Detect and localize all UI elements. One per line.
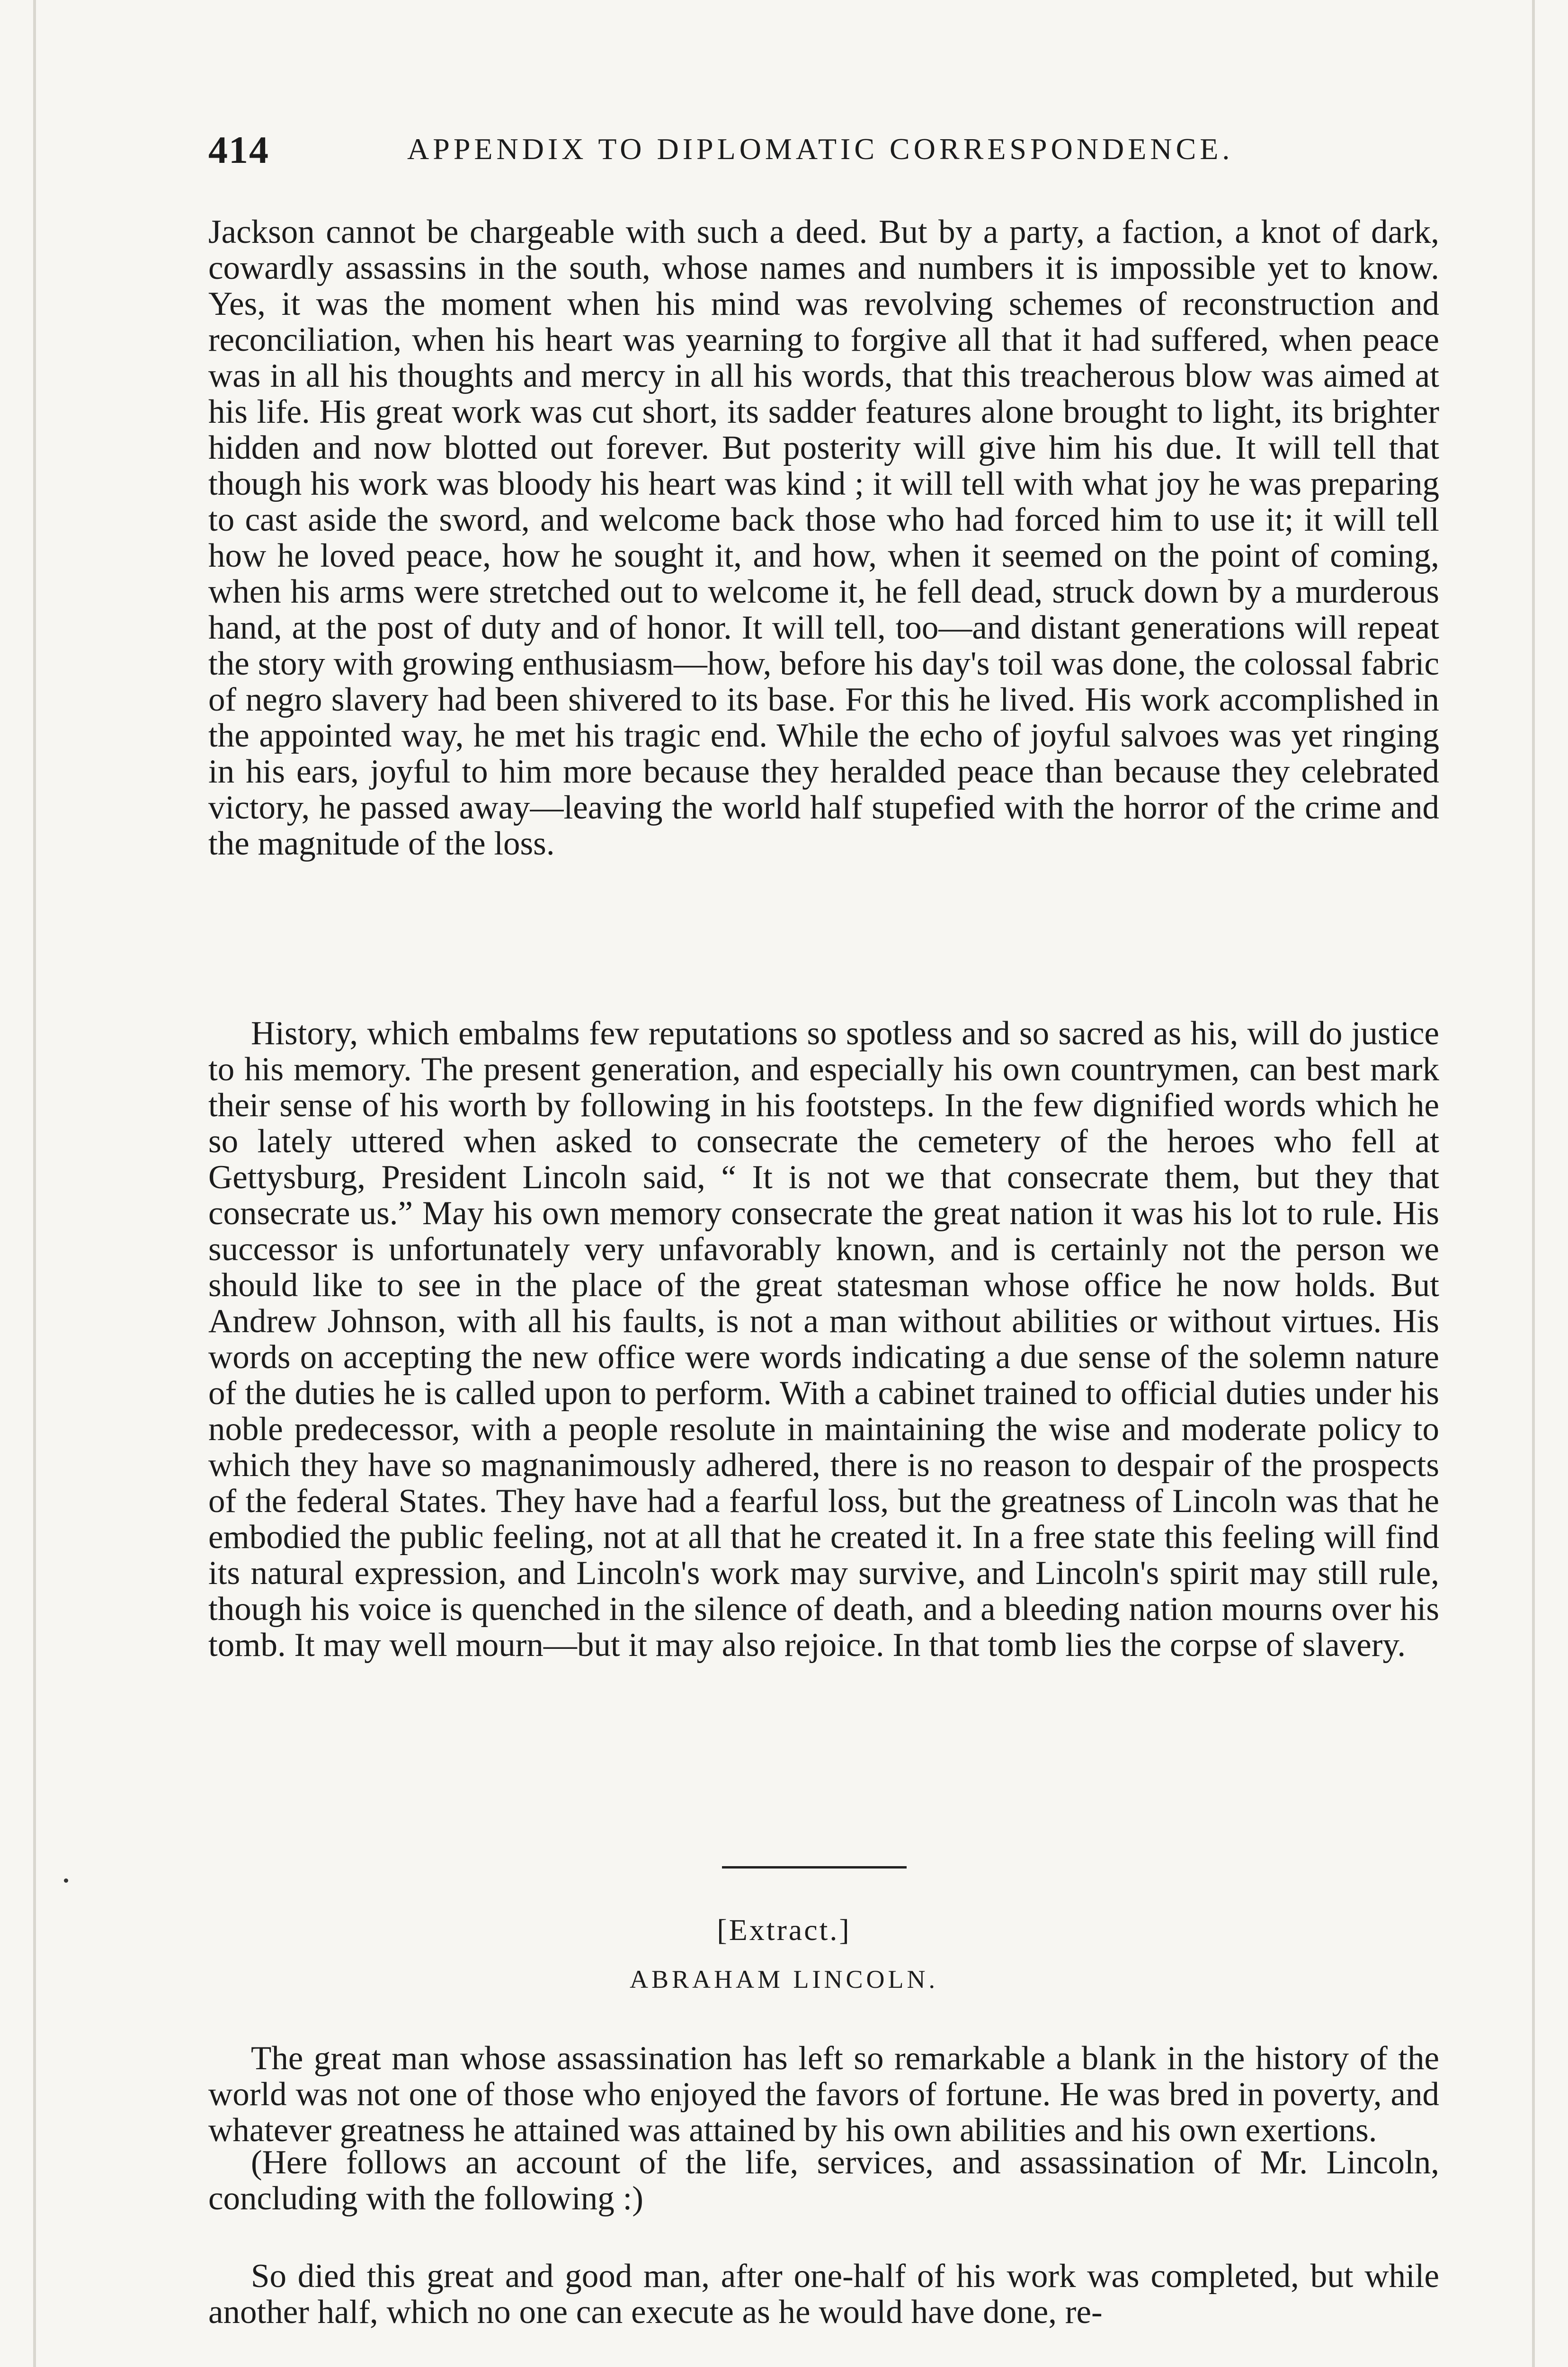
running-head: APPENDIX TO DIPLOMATIC CORRESPONDENCE. bbox=[407, 132, 1234, 166]
body-paragraph-2 bbox=[208, 1015, 1439, 1663]
paragraph-text: (Here follows an account of the life, services, and assassination of Mr. Lincoln, concluding with the following :) bbox=[208, 2144, 1439, 2217]
left-page-border bbox=[33, 0, 36, 2367]
body-paragraph-3 bbox=[208, 2040, 1439, 2148]
body-paragraph-4 bbox=[208, 2145, 1439, 2216]
page-header bbox=[208, 128, 1449, 170]
paragraph-text: The great man whose assassination has left so remarkable a blank in the history of the world was not one of those who enjoyed the favors of fortune. He was bred in poverty, and whatever greatness he attained was attained by his own abilities and his own exertions. bbox=[208, 2040, 1439, 2149]
scan-speck bbox=[64, 1878, 68, 1883]
paragraph-text: So died this great and good man, after one-half of his work was completed, but while another half, which no one can execute as he would have done, re- bbox=[208, 2258, 1439, 2331]
paragraph-text: Jackson cannot be chargeable with such a deed. But by a party, a faction, a knot of dark, cowardly assassins in the south, whose names and numbers it is impossible yet to know. Yes, it was the moment when his mind was revolving schemes of reconstruction and reconciliation, when his heart was yearning to forgive all that it had suffered, when peace was in all his thoughts and mercy in all his words, that this treacherous blow was aimed at his life. His great work was cut short, its sadder features alone brought to light, its brighter hidden and now blotted out forever. But posterity will give him his due. It will tell that though his work was bloody his heart was kind ; it will tell with what joy he was preparing to cast aside the sword, and welcome back those who had forced him to use it; it will tell how he loved peace, how he sought it, and how, when it seemed on the point of coming, when his arms were stretched out to welcome it, he fell dead, struck down by a murderous hand, at the post of duty and of honor. It will tell, too—and distant generations will repeat the story with growing enthusiasm—how, before his day's toil was done, the colossal fabric of negro slavery had been shivered to its base. For this he lived. His work accomplished in the appointed way, he met his tragic end. While the echo of joyful salvoes was yet ringing in his ears, joyful to him more because they heralded peace than because they celebrated victory, he passed away—leaving the world half stupefied with the horror of the crime and the magnitude of the loss. bbox=[208, 214, 1439, 862]
paragraph-text: History, which embalms few reputations so spotless and so sacred as his, will do justice to his memory. The present generation, and especially his own countrymen, can best mark their sense of his worth by following in his footsteps. In the few dignified words which he so lately uttered when asked to consecrate the cemetery of the heroes who fell at Gettysburg, President Lincoln said, “ It is not we that consecrate them, but they that consecrate us.” May his own memory consecrate the great nation it was his lot to rule. His successor is unfortunately very unfavorably known, and is certainly not the person we should like to see in the place of the great statesman whose office he now holds. But Andrew Johnson, with all his faults, is not a man without abilities or without virtues. His words on accepting the new office were words indicating a due sense of the solemn nature of the duties he is called upon to perform. With a cabinet trained to official duties under his noble predecessor, with a people resolute in maintaining the wise and moderate policy to which they have so magnanimously adhered, there is no reason to despair of the prospects of the federal States. They have had a fearful loss, but the greatness of Lincoln was that he embodied the public feeling, not at all that he created it. In a free state this feeling will find its natural expression, and Lincoln's work may survive, and Lincoln's spirit may still rule, though his voice is quenched in the silence of death, and a bleeding nation mourns over his tomb. It may well mourn—but it may also rejoice. In that tomb lies the corpse of slavery. bbox=[208, 1015, 1439, 1664]
section-title: ABRAHAM LINCOLN. bbox=[630, 1965, 938, 1993]
section-divider bbox=[722, 1866, 907, 1869]
body-paragraph-1 bbox=[208, 214, 1439, 862]
body-paragraph-5 bbox=[208, 2258, 1439, 2330]
right-page-border bbox=[1532, 0, 1535, 2367]
extract-label: [Extract.] bbox=[717, 1913, 851, 1947]
page-number: 414 bbox=[208, 128, 269, 171]
